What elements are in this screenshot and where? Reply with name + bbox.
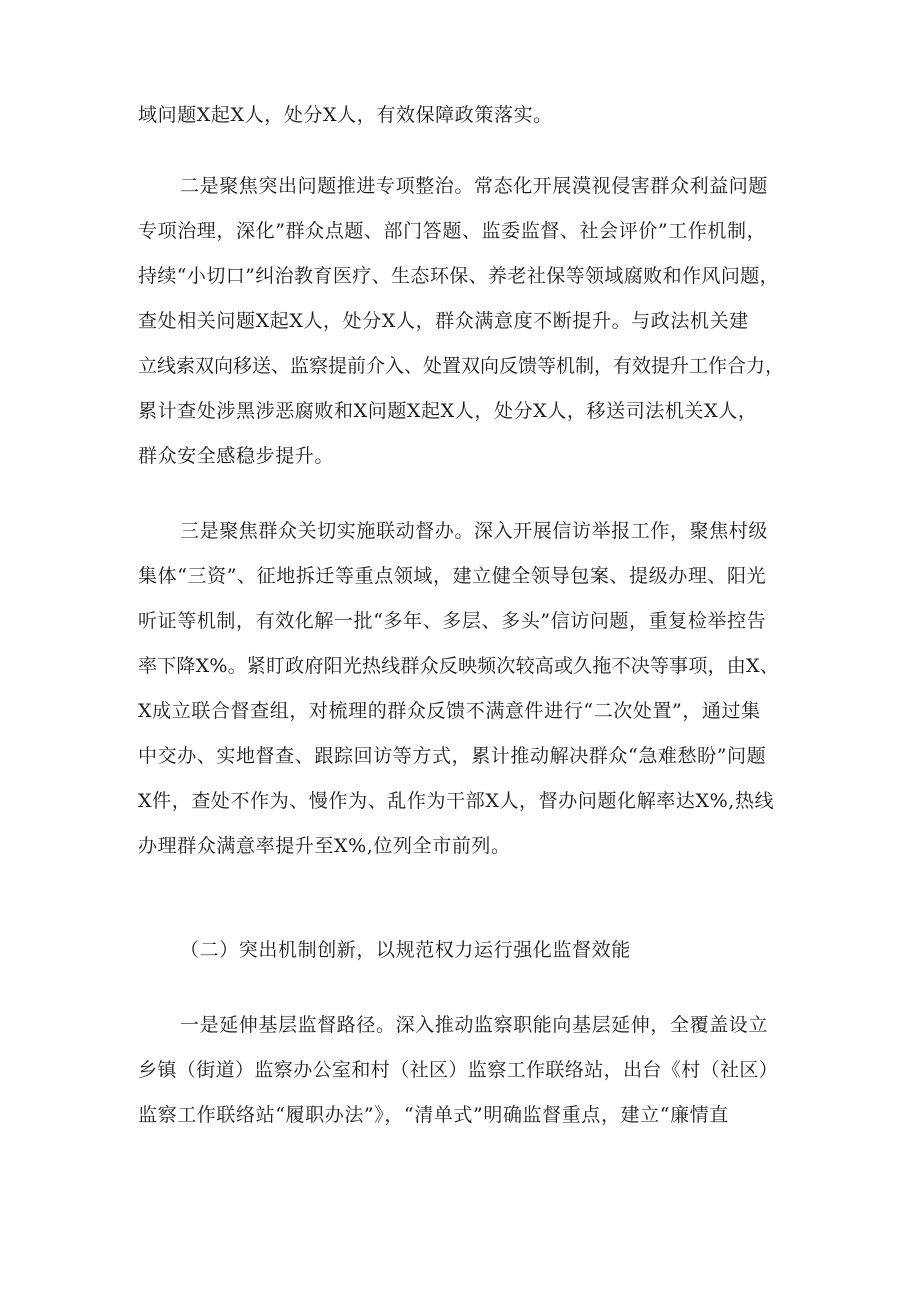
text-line: 中交办、实地督查、跟踪回访等方式，累计推动解决群众“急难愁盼”问题 (138, 745, 767, 767)
text-line: 听证等机制，有效化解一批“多年、多层、多头”信访问题，重复检举控告 (138, 610, 767, 632)
text-line: 率下降X%。紧盯政府阳光热线群众反映频次较高或久拖不决等事项，由X、 (138, 655, 779, 677)
text-line: 专项治理，深化”群众点题、部门答题、监委监督、社会评价”工作机制， (138, 220, 767, 242)
text-line: 域问题X起X人，处分X人，有效保障政策落实。 (138, 104, 553, 126)
text-line: 乡镇（街道）监察办公室和村（社区）监察工作联络站，出台《村（社区） (138, 1059, 779, 1081)
text-line: X成立联合督查组，对梳理的群众反馈不满意件进行“二次处置”，通过集 (138, 700, 761, 722)
text-line: 群众安全感稳步提升。 (138, 445, 335, 467)
text-line: 累计查处涉黑涉恶腐败和X问题X起X人，处分X人，移送司法机关X人， (138, 400, 758, 422)
text-line: 查处相关问题X起X人，处分X人，群众满意度不断提升。与政法机关建 (138, 310, 749, 332)
text-line: 持续“小切口”纠治教育医疗、生态环保、养老社保等领域腐败和作风问题， (138, 265, 780, 287)
text-line: 监察工作联络站“履职办法”》，“清单式”明确监督重点，建立“廉情直 (138, 1104, 729, 1126)
text-line: 二是聚焦突出问题推进专项整治。常态化开展漠视侵害群众利益问题 (180, 175, 769, 197)
text-line: X件，查处不作为、慢作为、乱作为干部X人，督办问题化解率达X%,热线 (138, 790, 775, 812)
text-line: 办理群众满意率提升至X%,位列全市前列。 (138, 835, 511, 857)
text-line: 一是延伸基层监督路径。深入推动监察职能向基层延伸，全覆盖设立 (180, 1014, 769, 1036)
text-line: 三是聚焦群众关切实施联动督办。深入开展信访举报工作，聚焦村级 (180, 520, 769, 542)
text-line: 集体“三资”、征地拆迁等重点领域，建立健全领导包案、提级办理、阳光 (138, 565, 767, 587)
section-heading: （二）突出机制创新，以规范权力运行强化监督效能 (180, 939, 631, 961)
text-line: 立线索双向移送、监察提前介入、处置双向反馈等机制，有效提升工作合力， (138, 355, 785, 377)
